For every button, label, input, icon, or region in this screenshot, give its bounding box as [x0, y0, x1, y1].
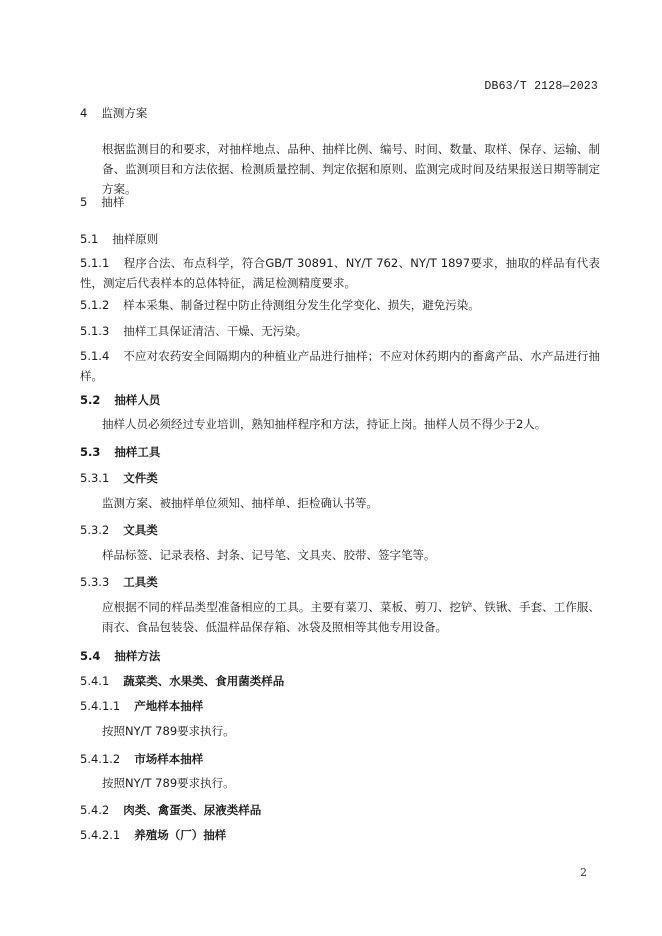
- section-heading-5: [80, 193, 600, 212]
- section-title: 抽样人员: [114, 393, 161, 407]
- section-heading-5-3-1: [80, 469, 600, 488]
- section-number: 5.4: [80, 649, 101, 663]
- clause-5-1-3: [80, 322, 600, 341]
- section-title: 养殖场（厂）抽样: [134, 828, 227, 842]
- section-heading-5-2: [80, 391, 600, 410]
- paragraph-5-3-2: 样品标签、记录表格、封条、记号笔、文具夹、胶带、签字笔等。: [102, 548, 436, 562]
- paragraph-5-3-3: 应根据不同的样品类型准备相应的工具。主要有菜刀、菜板、剪刀、挖铲、铁锹、手套、工作服、雨衣、食品包装袋、低温样品保存箱、冰袋及照相等其他专用设备。: [102, 600, 600, 634]
- clause-number: 5.1.2: [80, 298, 110, 312]
- section-number: 5.2: [80, 393, 101, 407]
- section-heading-5-4-1-1: [80, 697, 600, 716]
- clause-text: 程序合法、布点科学，符合GB/T 30891、NY/T 762、NY/T 1897要求，抽取的样品有代表性，测定后代表样本的总体特征，满足检测精度要求。: [80, 256, 600, 290]
- clause-5-1-2: [80, 296, 600, 315]
- section-title: 蔬菜类、水果类、食用菌类样品: [123, 674, 285, 688]
- section-title: 市场样本抽样: [134, 752, 204, 766]
- section-number: 5.4.1: [80, 674, 110, 688]
- clause-5-1-4: [80, 346, 600, 386]
- paragraph-5-3-1: 监测方案、被抽样单位须知、抽样单、拒检确认书等。: [102, 496, 378, 510]
- section-title: 工具类: [123, 575, 158, 589]
- section-number: 5.3.1: [80, 471, 110, 485]
- clause-number: 5.1.3: [80, 324, 110, 338]
- section-title: 抽样方法: [114, 649, 161, 663]
- section-heading-4: [80, 104, 600, 123]
- section-number: 4: [80, 106, 88, 120]
- section-number: 5.1: [80, 232, 99, 246]
- paragraph-4: 根据监测目的和要求，对抽样地点、品种、抽样比例、编号、时间、数量、取样、保存、运输、制备、监测项目和方法依据、检测质量控制、判定依据和原则、监测完成时间及结果报送日期等制定方案。: [102, 142, 600, 196]
- section-heading-5-4-1-2: [80, 750, 600, 769]
- section-number: 5.4.1.2: [80, 752, 121, 766]
- clause-text: 不应对农药安全间隔期内的种植业产品进行抽样；不应对休药期内的畜禽产品、水产品进行抽样。: [80, 349, 600, 383]
- clause-number: 5.1.1: [80, 256, 110, 270]
- clause-5-1-1: [80, 253, 600, 293]
- section-number: 5.3: [80, 445, 101, 459]
- clause-text: 抽样工具保证清洁、干燥、无污染。: [123, 324, 308, 338]
- section-number: 5.3.3: [80, 575, 110, 589]
- section-heading-5-4: [80, 647, 600, 666]
- section-title: 肉类、禽蛋类、尿液类样品: [123, 803, 262, 817]
- document-code: DB63/T 2128—2023: [484, 80, 598, 93]
- section-number: 5.4.2.1: [80, 828, 121, 842]
- paragraph-5-2: 抽样人员必须经过专业培训，熟知抽样程序和方法，持证上岗。抽样人员不得少于2人。: [102, 417, 547, 431]
- section-title: 文具类: [123, 523, 158, 537]
- section-title: 监测方案: [101, 106, 148, 120]
- section-heading-5-4-1: [80, 672, 600, 691]
- paragraph-5-4-1-1: 按照NY/T 789要求执行。: [102, 724, 235, 738]
- section-number: 5.3.2: [80, 523, 110, 537]
- section-heading-5-3-3: [80, 573, 600, 592]
- clause-text: 样本采集、制备过程中防止待测组分发生化学变化、损失，避免污染。: [123, 298, 480, 312]
- section-number: 5: [80, 195, 88, 209]
- section-title: 抽样: [101, 195, 125, 209]
- section-heading-5-4-2-1: [80, 826, 600, 845]
- paragraph-5-4-1-2: 按照NY/T 789要求执行。: [102, 776, 235, 790]
- clause-number: 5.1.4: [80, 349, 110, 363]
- section-heading-5-3-2: [80, 521, 600, 540]
- section-number: 5.4.2: [80, 803, 110, 817]
- section-heading-5-4-2: [80, 801, 600, 820]
- section-heading-5-3: [80, 443, 600, 462]
- section-title: 产地样本抽样: [134, 699, 204, 713]
- section-title: 文件类: [123, 471, 158, 485]
- page-number: 2: [580, 866, 587, 879]
- section-title: 抽样工具: [114, 445, 161, 459]
- section-title: 抽样原则: [112, 232, 159, 246]
- section-heading-5-1: [80, 230, 600, 249]
- section-number: 5.4.1.1: [80, 699, 121, 713]
